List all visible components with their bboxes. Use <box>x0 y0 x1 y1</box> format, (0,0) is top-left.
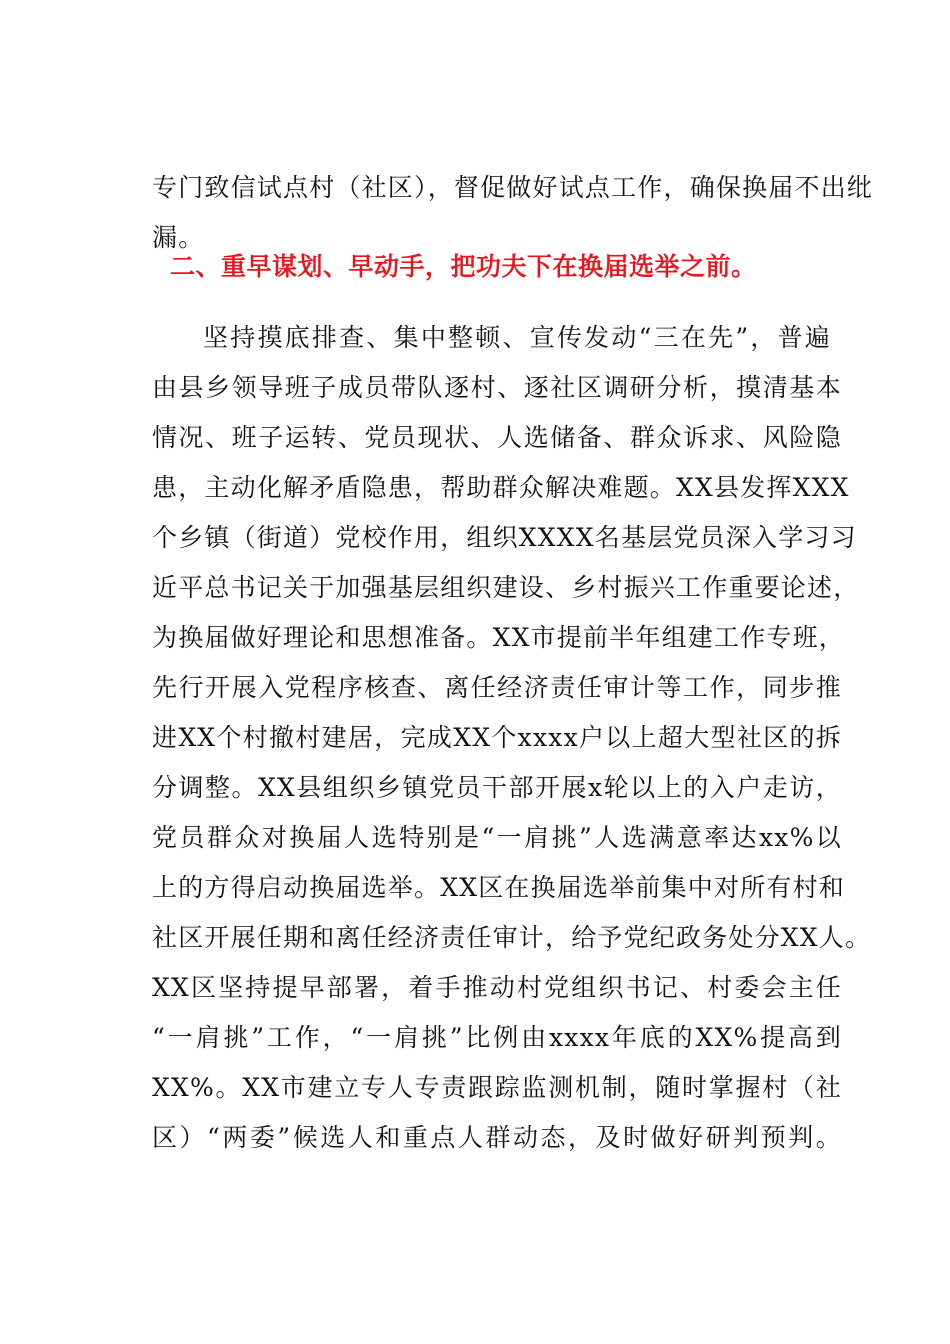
paragraph-line: 上的方得启动换届选举。XX区在换届选举前集中对所有村和 <box>152 873 845 902</box>
paragraph-line: XX区坚持提早部署，着手推动村党组织书记、村委会主任 <box>152 973 842 1002</box>
paragraph-line: 分调整。XX县组织乡镇党员干部开展x轮以上的入户走访， <box>152 773 842 802</box>
paragraph-line: 专门致信试点村（社区），督促做好试点工作，确保换届不出纰 <box>152 173 874 202</box>
paragraph-line: 坚持摸底排查、集中整顿、宣传发动“三在先”，普遍 <box>203 323 831 352</box>
paragraph-line: 个乡镇（街道）党校作用，组织XXXX名基层党员深入学习习 <box>152 523 857 552</box>
paragraph-line: 区）“两委”候选人和重点人群动态，及时做好研判预判。 <box>152 1123 842 1152</box>
paragraph-line: 先行开展入党程序核查、离任经济责任审计等工作，同步推 <box>152 673 842 702</box>
paragraph-line: 漏。 <box>152 223 205 252</box>
paragraph-line: XX%。XX市建立专人专责跟踪监测机制，随时掌握村（社 <box>152 1073 842 1102</box>
paragraph-line: 情况、班子运转、党员现状、人选储备、群众诉求、风险隐 <box>152 423 842 452</box>
section-heading: 二、重早谋划、早动手，把功夫下在换届选举之前。 <box>170 252 757 281</box>
paragraph-line: 近平总书记关于加强基层组织建设、乡村振兴工作重要论述， <box>152 573 860 602</box>
paragraph-line: 党员群众对换届人选特别是“一肩挑”人选满意率达xx%以 <box>152 823 842 852</box>
paragraph-line: 由县乡领导班子成员带队逐村、逐社区调研分析，摸清基本 <box>152 373 842 402</box>
paragraph-line: “一肩挑”工作，“一肩挑”比例由xxxx年底的XX%提高到 <box>152 1023 842 1052</box>
paragraph-line: 社区开展任期和离任经济责任审计，给予党纪政务处分XX人。 <box>152 923 872 952</box>
paragraph-line: 进XX个村撤村建居，完成XX个xxxx户以上超大型社区的拆 <box>152 723 842 752</box>
paragraph-line: 为换届做好理论和思想准备。XX市提前半年组建工作专班， <box>152 623 845 652</box>
paragraph-line: 患，主动化解矛盾隐患，帮助群众解决难题。XX县发挥XXX <box>152 473 850 502</box>
